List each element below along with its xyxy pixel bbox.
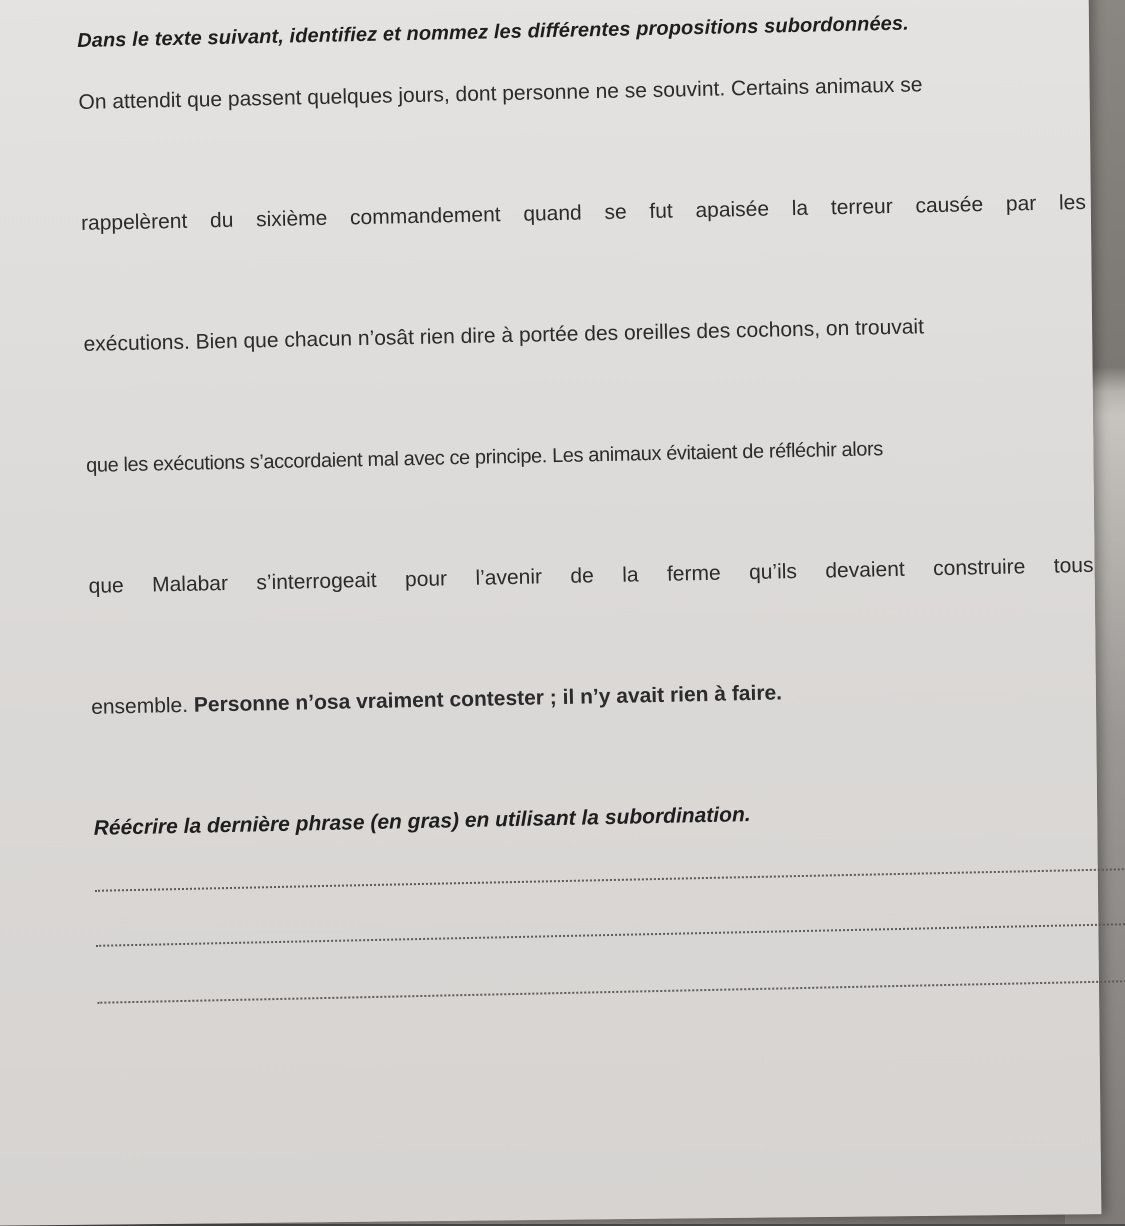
passage-line-6-plain: ensemble. xyxy=(90,693,195,719)
passage-line-3: exécutions. Bien que chacun n’osât rien dire à portée des oreilles des cochons, on trouvait xyxy=(83,315,925,356)
passage-line-5: que Malabar s’interrogeait pour l’avenir de la ferme qu’ils devaient construire tous xyxy=(88,553,1094,598)
answer-line-2[interactable] xyxy=(96,922,1125,947)
answer-line-1[interactable] xyxy=(95,867,1125,892)
passage-line-6 xyxy=(91,675,1096,720)
instruction-text: Dans le texte suivant, identifiez et nommez les différentes propositions subordonnées. xyxy=(77,12,910,52)
passage xyxy=(78,70,1096,720)
passage-line-4: que les exécutions s’accordaient mal avec ce principe. Les animaux évitaient de réfléchir alors xyxy=(85,438,884,477)
worksheet-content xyxy=(77,9,1102,1004)
task-text: Réécrire la dernière phrase (en gras) en utilisant la subordination. xyxy=(93,803,751,840)
bold-sentence: Personne n’osa vraiment contester ; il n’y avait rien à faire. xyxy=(193,681,783,717)
passage-line-1: On attendit que passent quelques jours, dont personne ne se souvint. Certains animaux se xyxy=(78,73,923,114)
passage-line-2: rappelèrent du sixième commandement quand se fut apaisée la terreur causée par les xyxy=(80,190,1087,235)
